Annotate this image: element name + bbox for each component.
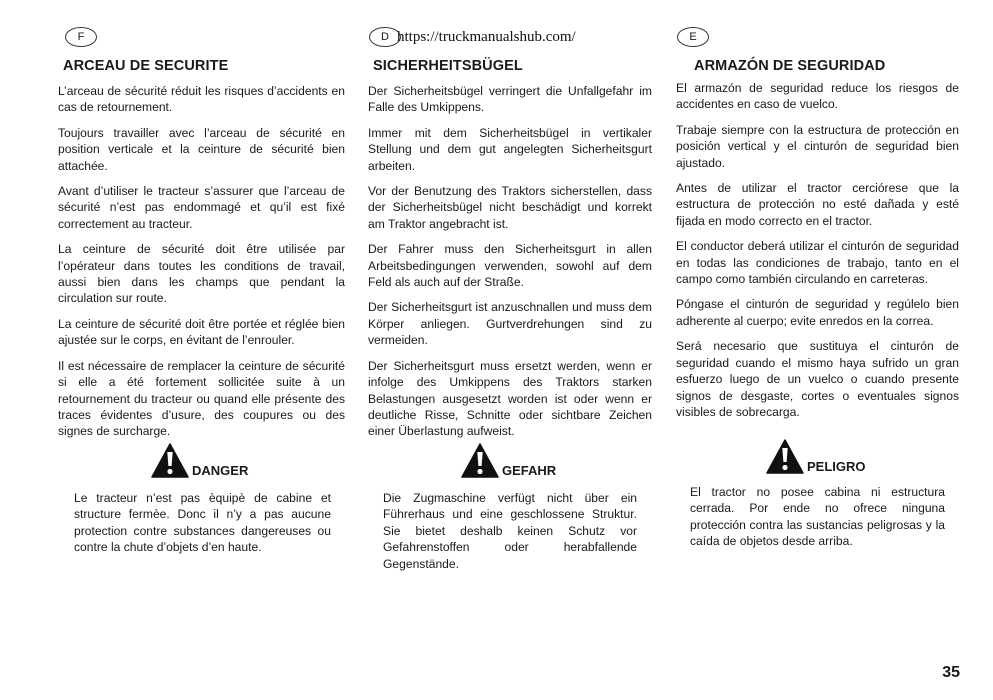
paragraphs-f	[58, 83, 345, 449]
section-title-f: ARCEAU DE SECURITE	[63, 58, 229, 74]
warning-triangle-icon	[151, 443, 189, 478]
warning-text-f: Le tracteur n’est pas èquipè de cabine et structure fermèe. Donc il n’y a pas aucune protection contre substances dangereuses ou contre la chute d’objets d’en haute.	[74, 491, 331, 555]
language-badge-d: D	[369, 27, 401, 47]
section-title-d: SICHERHEITSBÜGEL	[373, 58, 523, 74]
paragraph: Der Sicherheitsgurt muss ersetzt werden, wenn er infolge des Umkippens des Traktors starken Belastungen ausgesetzt worden ist oder wenn er deutliche Risse, Schnitte oder sichtbare Zeichen einer Überlastung aufweist.	[368, 358, 652, 439]
warning-label-f: DANGER	[192, 463, 249, 478]
paragraph: Vor der Benutzung des Traktors sicherstellen, dass der Sicherheitsbügel nicht beschädigt und korrekt am Traktor angebracht ist.	[368, 184, 652, 231]
paragraph: Der Sicherheitsgurt ist anzuschnallen und muss dem Körper anliegen. Gurtverdrehungen sind zu vermeiden.	[368, 300, 652, 348]
paragraph: Avant d’utiliser le tracteur s’assurer que l’arceau de sécurité n’est pas endommagé et qu’il est fixé correctement au tracteur.	[58, 184, 345, 231]
paragraph: El conductor deberá utilizar el cinturón de seguridad en todas las condiciones de trabajo, tanto en el campo como también circulando en carreteras.	[676, 239, 959, 287]
paragraph: Toujours travailler avec l’arceau de sécurité en position verticale et la ceinture de sécurité bien attachée.	[58, 125, 345, 173]
warning-heading-f	[151, 443, 248, 478]
column-french	[58, 0, 345, 700]
warning-triangle-icon	[461, 443, 499, 478]
paragraph: La ceinture de sécurité doit être utilisée par l’opérateur dans toutes les conditions de travail, aussi bien dans les champs que pendant la circulation sur route.	[58, 242, 345, 306]
warning-heading-d	[461, 443, 556, 478]
paragraph: Póngase el cinturón de seguridad y regúlelo bien adherente al cuerpo; evite enredos en la correa.	[676, 297, 959, 328]
paragraph: Antes de utilizar el tractor cerciórese que la estructura de protección no esté dañada y esté fijada en modo correcto en el tractor.	[676, 181, 959, 228]
warning-label-d: GEFAHR	[502, 463, 557, 478]
warning-text-e: El tractor no posee cabina ni estructura cerrada. Por ende no ofrece ninguna protección contra las sustancias peligrosas y la caída de objetos desde arriba.	[690, 485, 945, 549]
language-badge-e: E	[677, 27, 709, 47]
paragraph: La ceinture de sécurité doit être portée et réglée bien ajustée sur le corps, en évitant de l’enrouler.	[58, 316, 345, 348]
section-title-e: ARMAZÓN DE SEGURIDAD	[694, 58, 886, 74]
warning-label-e: PELIGRO	[807, 459, 866, 474]
paragraphs-e	[676, 80, 959, 429]
paragraph: Der Sicherheitsbügel verringert die Unfallgefahr im Falle des Umkippens.	[368, 84, 652, 115]
paragraph: Será necesario que sustituya el cinturón de seguridad cuando el mismo haya sufrido un gran esfuerzo luego de un vuelco o cuando presente signos de desgaste, cortes o eventuales signos visibles de sobrecarga.	[676, 339, 959, 419]
source-url: https://truckmanualshub.com/	[397, 29, 576, 45]
page-number: 35	[942, 664, 960, 681]
paragraph: El armazón de seguridad reduce los riesgos de accidentes en caso de vuelco.	[676, 81, 959, 112]
paragraph: Der Fahrer muss den Sicherheitsgurt in allen Arbeitsbedingungen verwenden, sowohl auf dem Feld als auch auf der Straße.	[368, 242, 652, 290]
warning-triangle-icon	[766, 439, 804, 474]
warning-text-d: Die Zugmaschine verfügt nicht über ein Führerhaus und eine geschlossene Struktur. Sie bietet deshalb keinen Schutz vor Gefahrenstoffen oder herabfallende Gegenstände.	[383, 491, 637, 571]
paragraphs-d	[368, 83, 652, 449]
column-german	[368, 0, 652, 700]
language-badge-f: F	[65, 27, 97, 47]
paragraph: Immer mit dem Sicherheitsbügel in vertikaler Stellung und dem gut angelegten Sicherheitsgurt arbeiten.	[368, 125, 652, 173]
paragraph: Trabaje siempre con la estructura de protección en posición vertical y el cinturón de seguridad bien ajustado.	[676, 122, 959, 170]
column-spanish	[676, 0, 959, 700]
warning-heading-e	[766, 439, 866, 474]
paragraph: Il est nécessaire de remplacer la ceinture de sécurité si elle a été fortement sollicitée suite à un retournement du tracteur ou quand elle présente des traces évidentes d’usure, des coupures ou des signes de surcharge.	[58, 358, 345, 439]
paragraph: L’arceau de sécurité réduit les risques d’accidents en cas de retournement.	[58, 84, 345, 115]
